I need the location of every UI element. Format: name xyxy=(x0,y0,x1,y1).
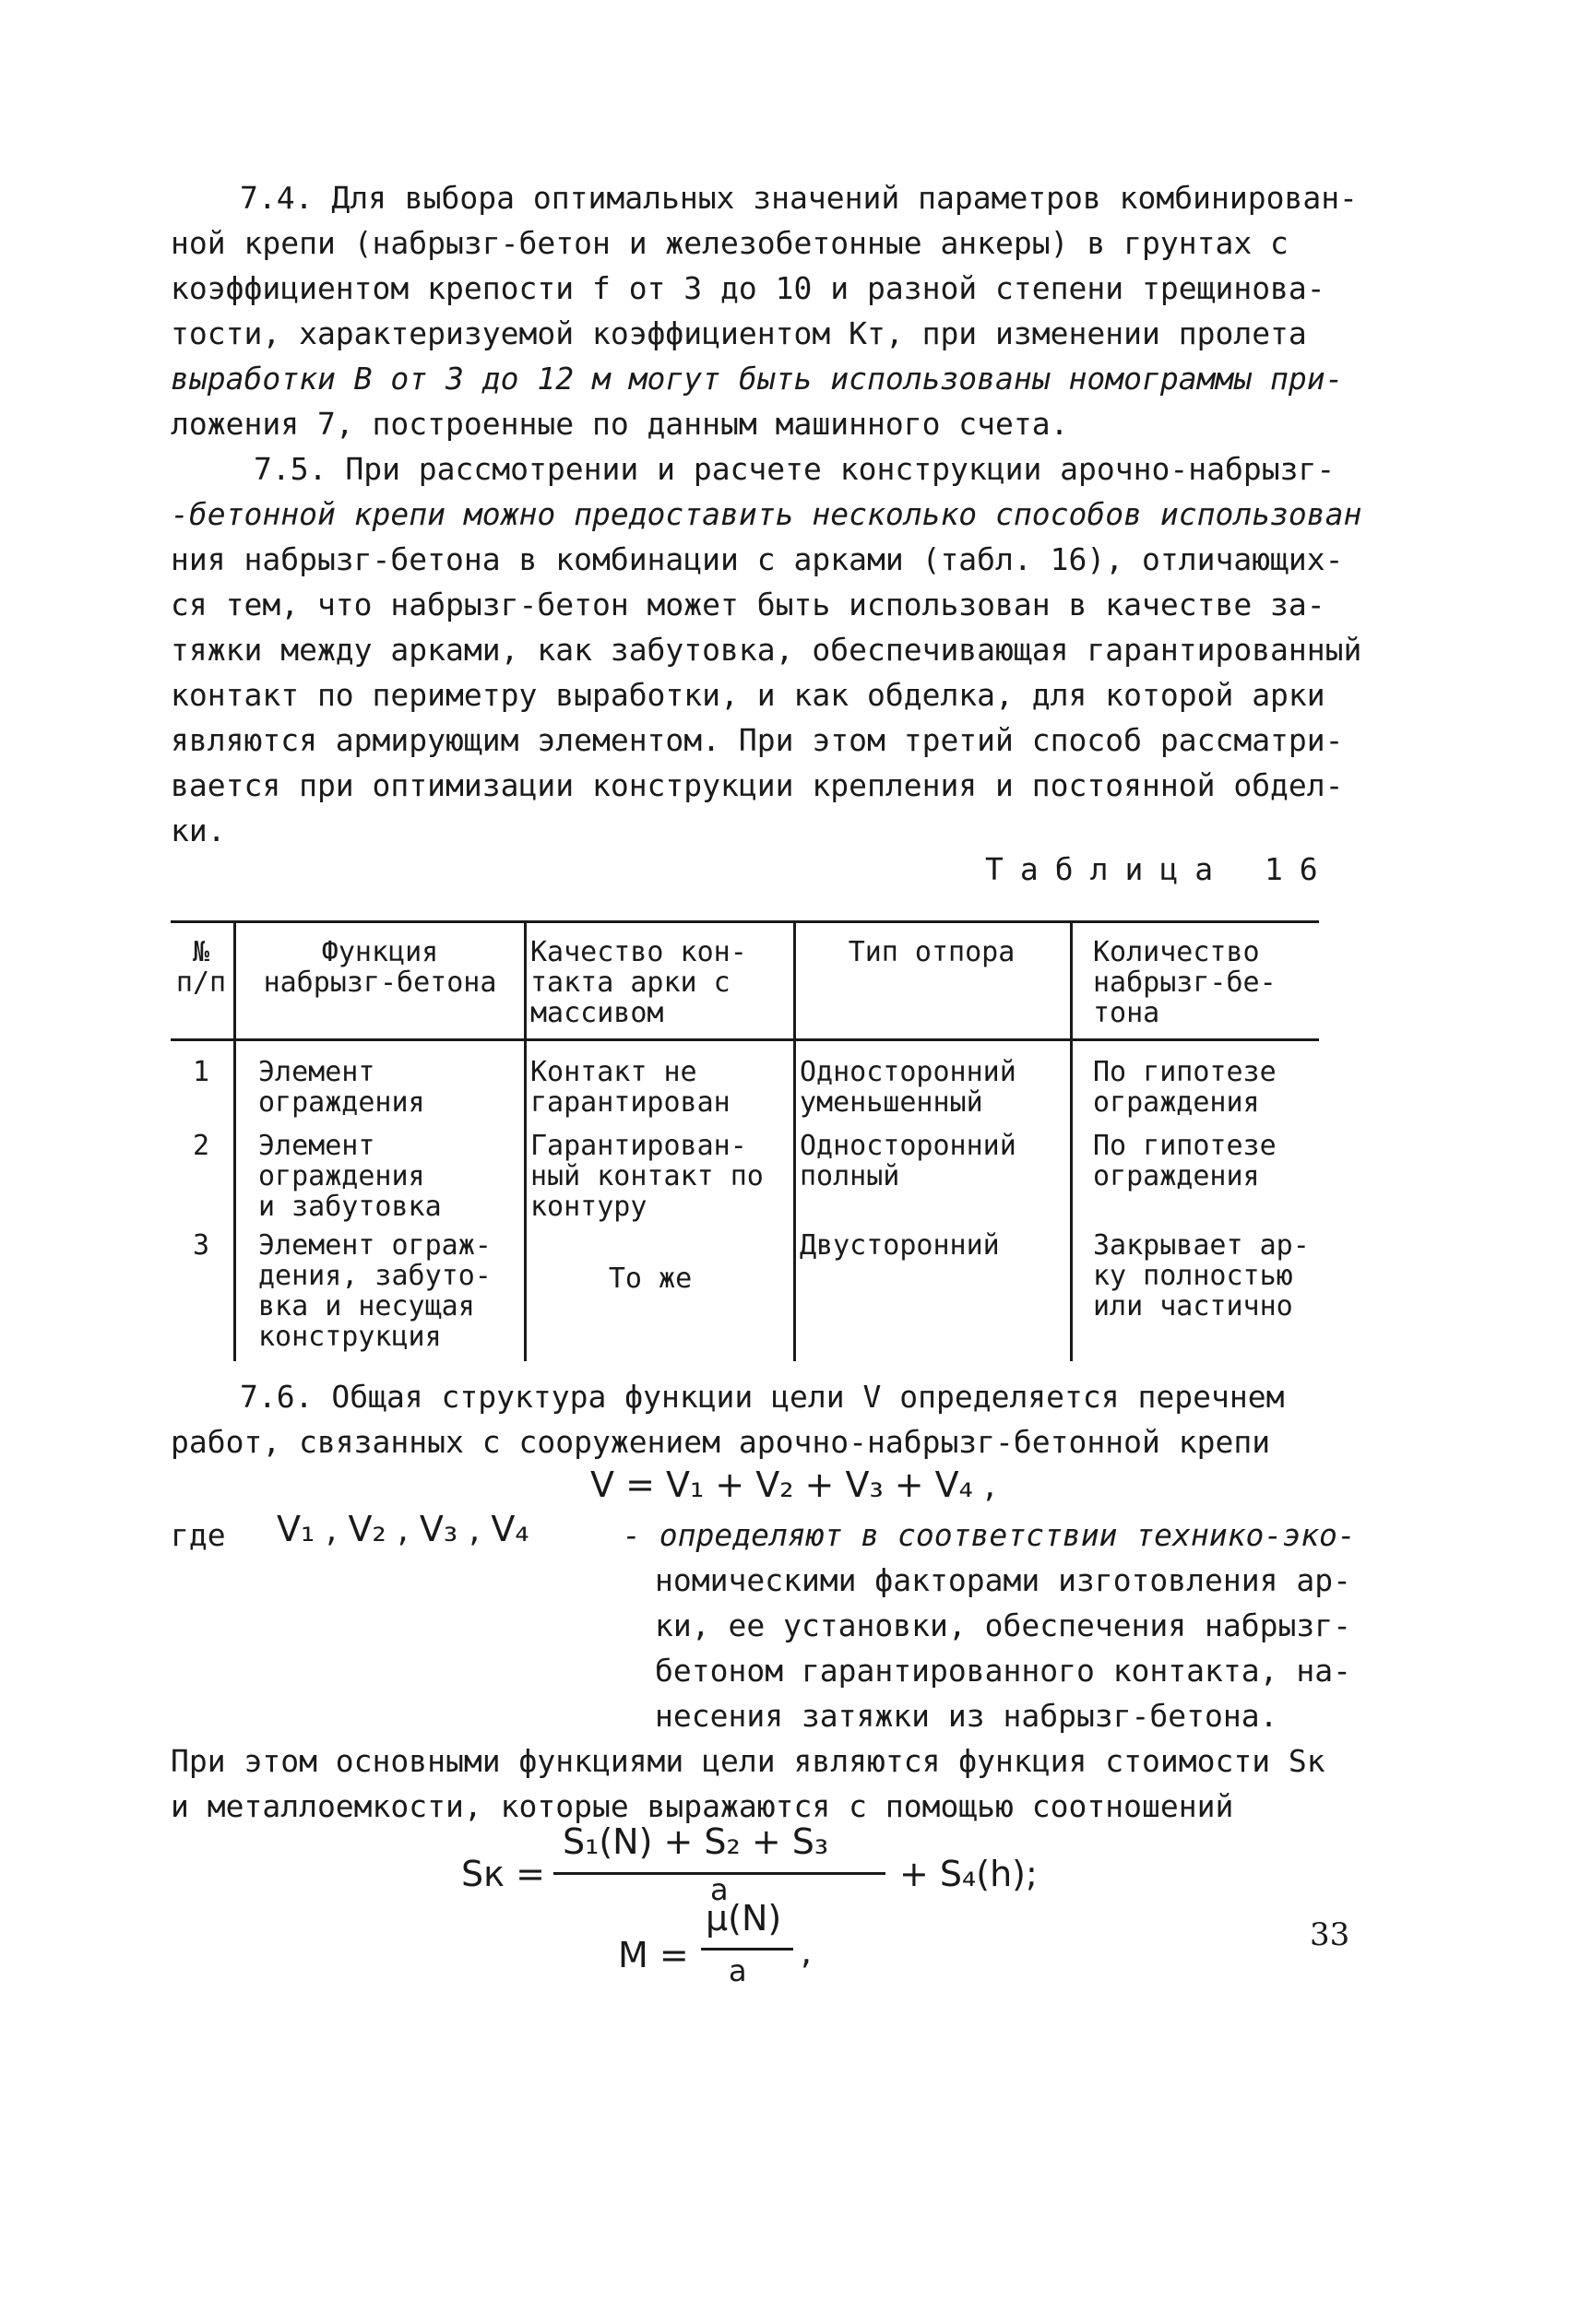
table-cell: Элемент ограждения xyxy=(258,1056,425,1119)
where-text-line: бетоном гарантированного контакта, на- xyxy=(655,1653,1351,1689)
formula-sk-tail: + S₄(h); xyxy=(899,1854,1038,1894)
table-cell: Гарантирован- ный контакт по контуру xyxy=(530,1130,764,1223)
formula-m-tail: , xyxy=(801,1931,813,1972)
text-line: являются армирующим элементом. При этом третий способ рассматри- xyxy=(171,722,1344,758)
text-line: коэффициентом крепости f от 3 до 10 и разной степени трещинова- xyxy=(171,270,1325,306)
text-line: ной крепи (набрызг-бетон и железобетонные анкеры) в грунтах с xyxy=(171,225,1289,261)
text-line: ся тем, что набрызг-бетон может быть использован в качестве за- xyxy=(171,587,1325,622)
table-col-divider xyxy=(793,920,796,1361)
table-header-amount: Количество набрызг-бе- тона xyxy=(1093,936,1277,1029)
table-cell: То же xyxy=(608,1263,693,1295)
text-line: 7.4. Для выбора оптимальных значений параметров комбинирован- xyxy=(240,180,1358,216)
text-line: ложения 7, построенные по данным машинного счета. xyxy=(171,406,1069,442)
text-line: вается при оптимизации конструкции крепления и постоянной обдел- xyxy=(171,767,1344,803)
table-cell: Элемент ограж- дения, забуто- вка и несущая конструкция xyxy=(258,1229,492,1353)
text-line: ки. xyxy=(171,812,226,848)
text-line: выработки B от 3 до 12 м могут быть использованы номограммы при- xyxy=(171,361,1344,397)
table-caption: Таблица 16 xyxy=(985,851,1335,887)
formula-m-lhs: M = xyxy=(618,1935,689,1975)
text-line: и металлоемкости, которые выражаются с помощью соотношений xyxy=(171,1788,1234,1824)
formula-m-denominator: a xyxy=(729,1953,747,1988)
text-line: 7.5. При рассмотрении и расчете конструкции арочно-набрызг- xyxy=(254,451,1336,487)
table-header-border xyxy=(171,1038,1319,1041)
formula-v: V = V₁ + V₂ + V₃ + V₄ , xyxy=(590,1464,996,1505)
table-top-border xyxy=(171,920,1319,923)
paragraph-7-5 xyxy=(171,446,1360,853)
table-cell: Закрывает ар- ку полностью или частично xyxy=(1093,1229,1310,1322)
table-cell: Односторонний полный xyxy=(800,1130,1016,1192)
text-line: тости, характеризуемой коэффициентом Kт, при изменении пролета xyxy=(171,315,1307,351)
where-text-line: номическими факторами изготовления ар- xyxy=(655,1562,1351,1598)
table-cell: По гипотезе ограждения xyxy=(1093,1056,1277,1119)
table-cell: 1 xyxy=(192,1056,210,1088)
table-cell: Контакт не гарантирован xyxy=(530,1056,731,1119)
text-line: тяжки между арками, как забутовка, обеспечивающая гарантированный xyxy=(171,632,1362,668)
table-header-support: Тип отпора xyxy=(848,936,1016,968)
text-line: При этом основными функциями цели являются функция стоимости Sк xyxy=(171,1743,1325,1779)
table-header-function: Функция набрызг-бетона xyxy=(263,936,497,999)
table-cell: Элемент ограждения и забутовка xyxy=(258,1130,442,1223)
table-header-num: № п/п xyxy=(175,936,227,999)
table-cell: Двусторонний xyxy=(800,1229,1000,1262)
text-line: -бетонной крепи можно предоставить несколько способов использован xyxy=(171,496,1362,532)
formula-sk-denominator: a xyxy=(710,1872,729,1907)
where-label: где xyxy=(171,1517,226,1553)
where-text-line: - определяют в соответствии технико-эко- xyxy=(623,1517,1356,1553)
table-cell: 2 xyxy=(192,1130,210,1162)
page-number: 33 xyxy=(1310,1916,1350,1953)
table-cell: По гипотезе ограждения xyxy=(1093,1130,1277,1192)
table-col-divider xyxy=(1070,920,1073,1361)
table-cell: 3 xyxy=(192,1229,210,1262)
table-cell: Односторонний уменьшенный xyxy=(800,1056,1016,1119)
table-16 xyxy=(171,920,1319,1361)
paragraph-7-6-line-2: работ, связанных с сооружением арочно-набрызг-бетонной крепи xyxy=(171,1424,1271,1460)
paragraph-7-6-line-1: 7.6. Общая структура функции цели V определяется перечнем xyxy=(240,1379,1285,1415)
table-col-divider xyxy=(524,920,527,1361)
where-text-line: несения затяжки из набрызг-бетона. xyxy=(655,1698,1278,1734)
formula-m-numerator: μ(N) xyxy=(706,1898,782,1939)
text-line: контакт по периметру выработки, и как обделка, для которой арки xyxy=(171,677,1325,713)
formula-m-fraction-bar xyxy=(701,1948,793,1951)
where-variables: V₁ , V₂ , V₃ , V₄ xyxy=(277,1509,529,1549)
paragraph-7-4 xyxy=(171,175,1360,446)
text-line: ния набрызг-бетона в комбинации с арками (табл. 16), отличающих- xyxy=(171,541,1344,577)
where-text-line: ки, ее установки, обеспечения набрызг- xyxy=(655,1607,1351,1643)
table-col-divider xyxy=(233,920,236,1361)
formula-sk-numerator: S₁(N) + S₂ + S₃ xyxy=(563,1821,829,1862)
formula-sk-lhs: Sк = xyxy=(461,1854,545,1894)
table-header-contact: Качество кон- такта арки с массивом xyxy=(530,936,747,1029)
